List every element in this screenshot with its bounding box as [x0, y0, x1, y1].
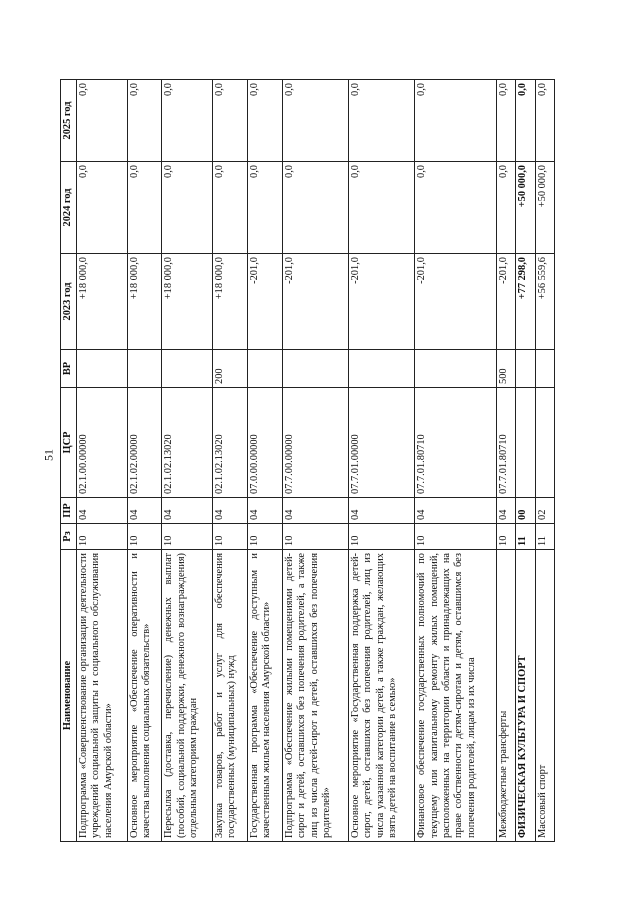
row-pr: 02 [535, 498, 554, 524]
table-row [496, 80, 515, 842]
row-csr: 07.7.00.00000 [282, 388, 348, 498]
table-row [415, 80, 497, 842]
row-2025: 0,0 [77, 80, 128, 162]
row-2025: 0,0 [213, 80, 248, 162]
row-rz: 11 [535, 524, 554, 550]
header-vr: ВР [61, 350, 77, 388]
row-vr: 200 [213, 350, 248, 388]
row-rz: 10 [349, 524, 415, 550]
row-name: ФИЗИЧЕСКАЯ КУЛЬТУРА И СПОРТ [516, 550, 535, 842]
row-pr: 04 [415, 498, 497, 524]
row-2025: 0,0 [516, 80, 535, 162]
row-2023: +18 000,0 [77, 254, 128, 350]
row-2023: -201,0 [349, 254, 415, 350]
row-2024: 0,0 [77, 162, 128, 254]
table-row [213, 80, 248, 842]
row-name: Массовый спорт [535, 550, 554, 842]
row-2023: +18 000,0 [213, 254, 248, 350]
page-number: 51 [41, 449, 56, 461]
table-row [247, 80, 282, 842]
row-rz: 10 [162, 524, 213, 550]
row-vr [77, 350, 128, 388]
row-2025: 0,0 [535, 80, 554, 162]
row-rz: 10 [282, 524, 348, 550]
row-vr [415, 350, 497, 388]
row-csr: 02.1.02.13020 [213, 388, 248, 498]
row-2023: +56 559,6 [535, 254, 554, 350]
row-2025: 0,0 [282, 80, 348, 162]
row-csr: 07.7.01.80710 [415, 388, 497, 498]
row-2025: 0,0 [127, 80, 162, 162]
table-row [162, 80, 213, 842]
row-2023: -201,0 [496, 254, 515, 350]
row-name: Подпрограмма «Обеспечение жилыми помещениями детей-сирот и детей, оставшихся без попечения родителей, а также лиц из числа детей-сирот и детей, оставшихся без попечения родителей» [282, 550, 348, 842]
row-pr: 04 [247, 498, 282, 524]
header-pr: ПР [61, 498, 77, 524]
row-name: Финансовое обеспечение государственных полномочий по текущему или капитальному ремонту жилых помещений, расположенных на территории области и принадлежащих на праве собственности детям-сиротам и детям, оставшимся без попечения родителей, лицам из их числа [415, 550, 497, 842]
table-row [77, 80, 128, 842]
header-2024: 2024 год [61, 162, 77, 254]
row-pr: 04 [496, 498, 515, 524]
row-2024: +50 000,0 [535, 162, 554, 254]
row-rz: 10 [127, 524, 162, 550]
row-name: Подпрограмма «Совершенствование организации деятельности учреждений социальной защиты и социального обслуживания населения Амурской области» [77, 550, 128, 842]
row-csr: 07.7.01.80710 [496, 388, 515, 498]
row-pr: 00 [516, 498, 535, 524]
header-name: Наименование [61, 550, 77, 842]
row-pr: 04 [349, 498, 415, 524]
row-csr [516, 388, 535, 498]
table-row-section [516, 80, 535, 842]
row-vr [516, 350, 535, 388]
row-2025: 0,0 [496, 80, 515, 162]
row-2024: +50 000,0 [516, 162, 535, 254]
row-csr [535, 388, 554, 498]
row-2024: 0,0 [415, 162, 497, 254]
row-vr [535, 350, 554, 388]
row-name: Закупка товаров, работ и услуг для обеспечения государственных (муниципальных) нужд [213, 550, 248, 842]
row-csr: 07.7.01.00000 [349, 388, 415, 498]
budget-table [60, 79, 555, 842]
row-pr: 04 [282, 498, 348, 524]
row-2025: 0,0 [162, 80, 213, 162]
row-2023: +18 000,0 [162, 254, 213, 350]
row-2023: +77 298,0 [516, 254, 535, 350]
table-row [127, 80, 162, 842]
row-pr: 04 [213, 498, 248, 524]
row-vr [282, 350, 348, 388]
row-name: Межбюджетные трансферты [496, 550, 515, 842]
row-rz: 10 [247, 524, 282, 550]
row-vr: 500 [496, 350, 515, 388]
row-2024: 0,0 [496, 162, 515, 254]
row-name: Пересылка (доставка, перечисление) денежных выплат (пособий, социальной поддержки, денежного вознаграждения) отдельным категориям граждан [162, 550, 213, 842]
row-2024: 0,0 [162, 162, 213, 254]
header-csr: ЦСР [61, 388, 77, 498]
row-vr [349, 350, 415, 388]
row-csr: 02.1.02.13020 [162, 388, 213, 498]
row-2025: 0,0 [415, 80, 497, 162]
table-row [535, 80, 554, 842]
row-vr [127, 350, 162, 388]
row-2024: 0,0 [282, 162, 348, 254]
row-name: Основное мероприятие «Государственная поддержка детей-сирот, детей, оставшихся без попечения родителей, лиц из числа указанной категории детей, а также граждан, желающих взять детей на воспитание в семью» [349, 550, 415, 842]
row-2024: 0,0 [247, 162, 282, 254]
row-2023: +18 000,0 [127, 254, 162, 350]
header-2023: 2023 год [61, 254, 77, 350]
row-csr: 07.0.00.00000 [247, 388, 282, 498]
row-pr: 04 [127, 498, 162, 524]
row-2023: -201,0 [247, 254, 282, 350]
row-2023: -201,0 [415, 254, 497, 350]
rotated-page-content [60, 80, 555, 842]
row-pr: 04 [162, 498, 213, 524]
header-rz: Рз [61, 524, 77, 550]
row-name: Государственная программа «Обеспечение доступным и качественным жильем населения Амурской области» [247, 550, 282, 842]
row-2023: -201,0 [282, 254, 348, 350]
row-rz: 10 [415, 524, 497, 550]
row-rz: 10 [77, 524, 128, 550]
row-rz: 10 [496, 524, 515, 550]
table-row [349, 80, 415, 842]
table-row [282, 80, 348, 842]
row-rz: 10 [213, 524, 248, 550]
row-2024: 0,0 [349, 162, 415, 254]
table-header-row [61, 80, 77, 842]
row-csr: 02.1.00.00000 [77, 388, 128, 498]
row-2025: 0,0 [247, 80, 282, 162]
row-vr [247, 350, 282, 388]
row-2025: 0,0 [349, 80, 415, 162]
row-pr: 04 [77, 498, 128, 524]
row-name: Основное мероприятие «Обеспечение оперативности и качества выполнения социальных обязательств» [127, 550, 162, 842]
row-rz: 11 [516, 524, 535, 550]
header-2025: 2025 год [61, 80, 77, 162]
row-vr [162, 350, 213, 388]
row-2024: 0,0 [213, 162, 248, 254]
row-2024: 0,0 [127, 162, 162, 254]
row-csr: 02.1.02.00000 [127, 388, 162, 498]
